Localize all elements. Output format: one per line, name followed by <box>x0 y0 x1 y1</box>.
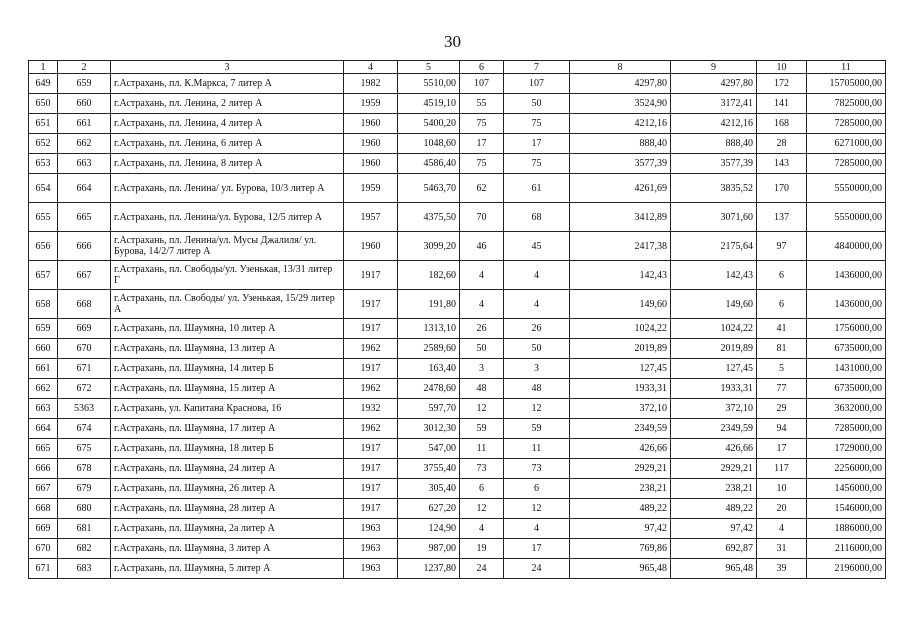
cell-value-9: 149,60 <box>671 290 757 319</box>
cell-value-6: 70 <box>460 203 504 232</box>
cell-row-number: 656 <box>29 232 58 261</box>
column-header: 7 <box>504 61 570 74</box>
cell-row-number: 664 <box>29 419 58 439</box>
cell-value-9: 2349,59 <box>671 419 757 439</box>
cell-total-area: 5463,70 <box>398 174 460 203</box>
cell-value-8: 1024,22 <box>570 319 671 339</box>
cell-value-8: 965,48 <box>570 559 671 579</box>
column-header: 9 <box>671 61 757 74</box>
column-header: 4 <box>344 61 398 74</box>
cell-address: г.Астрахань, пл. Шаумяна, 5 литер А <box>111 559 344 579</box>
cell-row-number: 665 <box>29 439 58 459</box>
cell-year: 1963 <box>344 559 398 579</box>
cell-value-6: 4 <box>460 261 504 290</box>
cell-value-8: 97,42 <box>570 519 671 539</box>
cell-value-7: 4 <box>504 261 570 290</box>
cell-value-9: 4212,16 <box>671 114 757 134</box>
cell-value-7: 3 <box>504 359 570 379</box>
cell-year: 1960 <box>344 134 398 154</box>
cell-amount: 7285000,00 <box>807 154 886 174</box>
cell-value-9: 965,48 <box>671 559 757 579</box>
table-body <box>29 74 886 579</box>
cell-total-area: 1237,80 <box>398 559 460 579</box>
table-row <box>29 459 886 479</box>
cell-value-10: 141 <box>757 94 807 114</box>
cell-value-8: 489,22 <box>570 499 671 519</box>
cell-total-area: 3012,30 <box>398 419 460 439</box>
cell-value-6: 6 <box>460 479 504 499</box>
cell-amount: 1756000,00 <box>807 319 886 339</box>
column-header: 5 <box>398 61 460 74</box>
table-row <box>29 94 886 114</box>
cell-value-7: 17 <box>504 539 570 559</box>
cell-amount: 4840000,00 <box>807 232 886 261</box>
cell-row-number: 660 <box>29 339 58 359</box>
cell-value-10: 94 <box>757 419 807 439</box>
cell-value-7: 50 <box>504 339 570 359</box>
cell-value-8: 888,40 <box>570 134 671 154</box>
cell-value-10: 28 <box>757 134 807 154</box>
cell-value-6: 12 <box>460 499 504 519</box>
cell-amount: 2116000,00 <box>807 539 886 559</box>
cell-value-6: 59 <box>460 419 504 439</box>
cell-object-number: 683 <box>58 559 111 579</box>
cell-address: г.Астрахань, пл. Шаумяна, 28 литер А <box>111 499 344 519</box>
cell-value-8: 2349,59 <box>570 419 671 439</box>
cell-year: 1962 <box>344 339 398 359</box>
cell-address: г.Астрахань, пл. Шаумяна, 2а литер А <box>111 519 344 539</box>
cell-year: 1962 <box>344 419 398 439</box>
cell-value-9: 4297,80 <box>671 74 757 94</box>
cell-value-8: 4297,80 <box>570 74 671 94</box>
cell-total-area: 191,80 <box>398 290 460 319</box>
cell-total-area: 4586,40 <box>398 154 460 174</box>
cell-address: г.Астрахань, пл. Свободы/ул. Узенькая, 13/31 литер Г <box>111 261 344 290</box>
cell-amount: 1436000,00 <box>807 261 886 290</box>
cell-value-8: 2929,21 <box>570 459 671 479</box>
cell-value-8: 4212,16 <box>570 114 671 134</box>
cell-object-number: 663 <box>58 154 111 174</box>
table-row <box>29 479 886 499</box>
cell-year: 1957 <box>344 203 398 232</box>
cell-amount: 6271000,00 <box>807 134 886 154</box>
table-row <box>29 339 886 359</box>
cell-value-7: 45 <box>504 232 570 261</box>
cell-address: г.Астрахань, пл. Шаумяна, 14 литер Б <box>111 359 344 379</box>
cell-value-9: 2175,64 <box>671 232 757 261</box>
cell-object-number: 669 <box>58 319 111 339</box>
cell-value-10: 4 <box>757 519 807 539</box>
cell-value-10: 77 <box>757 379 807 399</box>
cell-total-area: 987,00 <box>398 539 460 559</box>
cell-value-7: 75 <box>504 114 570 134</box>
cell-row-number: 669 <box>29 519 58 539</box>
cell-total-area: 182,60 <box>398 261 460 290</box>
cell-row-number: 668 <box>29 499 58 519</box>
cell-total-area: 5510,00 <box>398 74 460 94</box>
cell-total-area: 597,70 <box>398 399 460 419</box>
cell-year: 1917 <box>344 319 398 339</box>
cell-value-6: 73 <box>460 459 504 479</box>
cell-value-9: 1933,31 <box>671 379 757 399</box>
cell-value-10: 20 <box>757 499 807 519</box>
cell-address: г.Астрахань, пл. Шаумяна, 18 литер Б <box>111 439 344 459</box>
cell-value-10: 39 <box>757 559 807 579</box>
cell-value-10: 17 <box>757 439 807 459</box>
cell-row-number: 650 <box>29 94 58 114</box>
table-row <box>29 419 886 439</box>
cell-value-9: 489,22 <box>671 499 757 519</box>
table-row <box>29 232 886 261</box>
cell-value-7: 24 <box>504 559 570 579</box>
cell-total-area: 3755,40 <box>398 459 460 479</box>
cell-amount: 1886000,00 <box>807 519 886 539</box>
cell-value-7: 73 <box>504 459 570 479</box>
cell-value-10: 6 <box>757 261 807 290</box>
cell-value-9: 426,66 <box>671 439 757 459</box>
cell-object-number: 662 <box>58 134 111 154</box>
cell-value-6: 48 <box>460 379 504 399</box>
cell-value-9: 1024,22 <box>671 319 757 339</box>
cell-object-number: 680 <box>58 499 111 519</box>
cell-value-7: 107 <box>504 74 570 94</box>
cell-value-7: 26 <box>504 319 570 339</box>
cell-year: 1932 <box>344 399 398 419</box>
cell-address: г.Астрахань, пл. Ленина, 6 литер А <box>111 134 344 154</box>
cell-value-10: 10 <box>757 479 807 499</box>
cell-object-number: 667 <box>58 261 111 290</box>
cell-object-number: 681 <box>58 519 111 539</box>
cell-year: 1917 <box>344 359 398 379</box>
cell-object-number: 682 <box>58 539 111 559</box>
cell-value-6: 12 <box>460 399 504 419</box>
cell-amount: 1456000,00 <box>807 479 886 499</box>
table-row <box>29 203 886 232</box>
cell-total-area: 2478,60 <box>398 379 460 399</box>
cell-year: 1917 <box>344 479 398 499</box>
cell-value-9: 127,45 <box>671 359 757 379</box>
cell-value-9: 97,42 <box>671 519 757 539</box>
cell-value-10: 29 <box>757 399 807 419</box>
cell-value-10: 117 <box>757 459 807 479</box>
cell-value-6: 75 <box>460 154 504 174</box>
cell-value-6: 3 <box>460 359 504 379</box>
cell-value-9: 372,10 <box>671 399 757 419</box>
cell-total-area: 5400,20 <box>398 114 460 134</box>
cell-total-area: 627,20 <box>398 499 460 519</box>
table-row <box>29 559 886 579</box>
cell-year: 1963 <box>344 519 398 539</box>
cell-year: 1962 <box>344 379 398 399</box>
cell-object-number: 661 <box>58 114 111 134</box>
cell-row-number: 658 <box>29 290 58 319</box>
cell-value-6: 24 <box>460 559 504 579</box>
cell-value-6: 107 <box>460 74 504 94</box>
cell-row-number: 662 <box>29 379 58 399</box>
cell-object-number: 670 <box>58 339 111 359</box>
cell-value-6: 75 <box>460 114 504 134</box>
cell-value-10: 97 <box>757 232 807 261</box>
cell-row-number: 655 <box>29 203 58 232</box>
cell-address: г.Астрахань, пл. Шаумяна, 13 литер А <box>111 339 344 359</box>
cell-value-8: 1933,31 <box>570 379 671 399</box>
data-table <box>28 60 886 579</box>
cell-object-number: 675 <box>58 439 111 459</box>
cell-address: г.Астрахань, пл. Шаумяна, 26 литер А <box>111 479 344 499</box>
cell-value-6: 11 <box>460 439 504 459</box>
cell-object-number: 679 <box>58 479 111 499</box>
cell-value-7: 4 <box>504 519 570 539</box>
table-row <box>29 539 886 559</box>
cell-total-area: 4375,50 <box>398 203 460 232</box>
column-header: 1 <box>29 61 58 74</box>
cell-year: 1960 <box>344 114 398 134</box>
column-header: 10 <box>757 61 807 74</box>
table-row <box>29 379 886 399</box>
table-header-row <box>29 61 886 74</box>
cell-value-8: 372,10 <box>570 399 671 419</box>
cell-object-number: 674 <box>58 419 111 439</box>
cell-amount: 3632000,00 <box>807 399 886 419</box>
cell-object-number: 665 <box>58 203 111 232</box>
cell-value-8: 3524,90 <box>570 94 671 114</box>
column-header: 2 <box>58 61 111 74</box>
cell-row-number: 666 <box>29 459 58 479</box>
table-row <box>29 359 886 379</box>
cell-value-8: 3412,89 <box>570 203 671 232</box>
cell-year: 1960 <box>344 154 398 174</box>
cell-object-number: 659 <box>58 74 111 94</box>
column-header: 3 <box>111 61 344 74</box>
cell-address: г.Астрахань, пл. Шаумяна, 3 литер А <box>111 539 344 559</box>
cell-year: 1917 <box>344 459 398 479</box>
cell-address: г.Астрахань, ул. Капитана Краснова, 16 <box>111 399 344 419</box>
cell-total-area: 3099,20 <box>398 232 460 261</box>
cell-value-8: 127,45 <box>570 359 671 379</box>
cell-address: г.Астрахань, пл. Свободы/ ул. Узенькая, 15/29 литер А <box>111 290 344 319</box>
cell-value-10: 170 <box>757 174 807 203</box>
cell-total-area: 4519,10 <box>398 94 460 114</box>
cell-value-7: 12 <box>504 399 570 419</box>
cell-object-number: 668 <box>58 290 111 319</box>
cell-amount: 5550000,00 <box>807 203 886 232</box>
cell-value-10: 81 <box>757 339 807 359</box>
cell-value-9: 3577,39 <box>671 154 757 174</box>
cell-value-6: 50 <box>460 339 504 359</box>
cell-value-10: 143 <box>757 154 807 174</box>
cell-value-7: 17 <box>504 134 570 154</box>
cell-value-7: 50 <box>504 94 570 114</box>
cell-value-9: 2929,21 <box>671 459 757 479</box>
cell-value-9: 2019,89 <box>671 339 757 359</box>
cell-value-6: 4 <box>460 519 504 539</box>
cell-value-7: 11 <box>504 439 570 459</box>
cell-address: г.Астрахань, пл. Шаумяна, 10 литер А <box>111 319 344 339</box>
cell-value-10: 6 <box>757 290 807 319</box>
cell-value-7: 59 <box>504 419 570 439</box>
cell-row-number: 651 <box>29 114 58 134</box>
column-header: 6 <box>460 61 504 74</box>
cell-year: 1917 <box>344 499 398 519</box>
cell-value-6: 62 <box>460 174 504 203</box>
cell-row-number: 670 <box>29 539 58 559</box>
cell-value-10: 168 <box>757 114 807 134</box>
cell-amount: 1729000,00 <box>807 439 886 459</box>
cell-value-6: 26 <box>460 319 504 339</box>
cell-total-area: 305,40 <box>398 479 460 499</box>
cell-year: 1917 <box>344 261 398 290</box>
cell-year: 1959 <box>344 174 398 203</box>
cell-row-number: 661 <box>29 359 58 379</box>
cell-total-area: 124,90 <box>398 519 460 539</box>
cell-value-7: 12 <box>504 499 570 519</box>
table-row <box>29 290 886 319</box>
cell-total-area: 1313,10 <box>398 319 460 339</box>
cell-object-number: 660 <box>58 94 111 114</box>
cell-amount: 6735000,00 <box>807 379 886 399</box>
cell-amount: 1546000,00 <box>807 499 886 519</box>
page-number: 30 <box>444 32 461 51</box>
cell-address: г.Астрахань, пл. Ленина, 2 литер А <box>111 94 344 114</box>
cell-value-9: 3071,60 <box>671 203 757 232</box>
cell-row-number: 663 <box>29 399 58 419</box>
cell-object-number: 672 <box>58 379 111 399</box>
cell-amount: 1431000,00 <box>807 359 886 379</box>
cell-year: 1963 <box>344 539 398 559</box>
cell-year: 1960 <box>344 232 398 261</box>
cell-amount: 6735000,00 <box>807 339 886 359</box>
cell-address: г.Астрахань, пл. Ленина/ул. Бурова, 12/5 литер А <box>111 203 344 232</box>
cell-amount: 1436000,00 <box>807 290 886 319</box>
cell-value-8: 149,60 <box>570 290 671 319</box>
table-row <box>29 499 886 519</box>
table-row <box>29 134 886 154</box>
cell-value-8: 426,66 <box>570 439 671 459</box>
cell-address: г.Астрахань, пл. Шаумяна, 24 литер А <box>111 459 344 479</box>
cell-value-8: 142,43 <box>570 261 671 290</box>
table-row <box>29 319 886 339</box>
table-row <box>29 399 886 419</box>
cell-address: г.Астрахань, пл. Ленина, 4 литер А <box>111 114 344 134</box>
cell-object-number: 666 <box>58 232 111 261</box>
cell-value-7: 75 <box>504 154 570 174</box>
cell-value-10: 31 <box>757 539 807 559</box>
cell-value-9: 3835,52 <box>671 174 757 203</box>
cell-amount: 7285000,00 <box>807 114 886 134</box>
cell-amount: 2256000,00 <box>807 459 886 479</box>
cell-value-8: 4261,69 <box>570 174 671 203</box>
cell-value-6: 17 <box>460 134 504 154</box>
cell-value-7: 48 <box>504 379 570 399</box>
cell-value-9: 692,87 <box>671 539 757 559</box>
table-row <box>29 439 886 459</box>
cell-value-9: 3172,41 <box>671 94 757 114</box>
cell-address: г.Астрахань, пл. Ленина/ ул. Бурова, 10/3 литер А <box>111 174 344 203</box>
cell-amount: 15705000,00 <box>807 74 886 94</box>
cell-row-number: 659 <box>29 319 58 339</box>
cell-value-8: 3577,39 <box>570 154 671 174</box>
cell-value-7: 4 <box>504 290 570 319</box>
cell-object-number: 5363 <box>58 399 111 419</box>
cell-value-7: 61 <box>504 174 570 203</box>
table-row <box>29 519 886 539</box>
cell-object-number: 671 <box>58 359 111 379</box>
cell-object-number: 678 <box>58 459 111 479</box>
cell-row-number: 654 <box>29 174 58 203</box>
cell-value-8: 769,86 <box>570 539 671 559</box>
cell-value-10: 172 <box>757 74 807 94</box>
cell-total-area: 547,00 <box>398 439 460 459</box>
cell-value-8: 238,21 <box>570 479 671 499</box>
cell-value-6: 46 <box>460 232 504 261</box>
cell-row-number: 653 <box>29 154 58 174</box>
cell-row-number: 671 <box>29 559 58 579</box>
cell-object-number: 664 <box>58 174 111 203</box>
cell-value-9: 888,40 <box>671 134 757 154</box>
cell-row-number: 667 <box>29 479 58 499</box>
cell-address: г.Астрахань, пл. Шаумяна, 15 литер А <box>111 379 344 399</box>
table-row <box>29 114 886 134</box>
cell-value-6: 55 <box>460 94 504 114</box>
cell-amount: 7285000,00 <box>807 419 886 439</box>
cell-year: 1917 <box>344 439 398 459</box>
cell-value-8: 2417,38 <box>570 232 671 261</box>
cell-value-10: 137 <box>757 203 807 232</box>
cell-year: 1959 <box>344 94 398 114</box>
cell-amount: 2196000,00 <box>807 559 886 579</box>
cell-value-6: 4 <box>460 290 504 319</box>
cell-value-7: 68 <box>504 203 570 232</box>
table-row <box>29 74 886 94</box>
column-header: 8 <box>570 61 671 74</box>
table-row <box>29 154 886 174</box>
cell-address: г.Астрахань, пл. Ленина, 8 литер А <box>111 154 344 174</box>
cell-year: 1917 <box>344 290 398 319</box>
cell-address: г.Астрахань, пл. Шаумяна, 17 литер А <box>111 419 344 439</box>
cell-total-area: 163,40 <box>398 359 460 379</box>
cell-row-number: 652 <box>29 134 58 154</box>
cell-row-number: 649 <box>29 74 58 94</box>
cell-total-area: 2589,60 <box>398 339 460 359</box>
cell-value-7: 6 <box>504 479 570 499</box>
column-header: 11 <box>807 61 886 74</box>
cell-value-10: 5 <box>757 359 807 379</box>
cell-value-8: 2019,89 <box>570 339 671 359</box>
cell-value-9: 238,21 <box>671 479 757 499</box>
cell-address: г.Астрахань, пл. Ленина/ул. Мусы Джалиля/ ул. Бурова, 14/2/7 литер А <box>111 232 344 261</box>
cell-total-area: 1048,60 <box>398 134 460 154</box>
cell-amount: 7825000,00 <box>807 94 886 114</box>
cell-row-number: 657 <box>29 261 58 290</box>
cell-value-6: 19 <box>460 539 504 559</box>
cell-address: г.Астрахань, пл. К.Маркса, 7 литер А <box>111 74 344 94</box>
cell-amount: 5550000,00 <box>807 174 886 203</box>
cell-year: 1982 <box>344 74 398 94</box>
table-row <box>29 261 886 290</box>
cell-value-9: 142,43 <box>671 261 757 290</box>
cell-value-10: 41 <box>757 319 807 339</box>
table-row <box>29 174 886 203</box>
